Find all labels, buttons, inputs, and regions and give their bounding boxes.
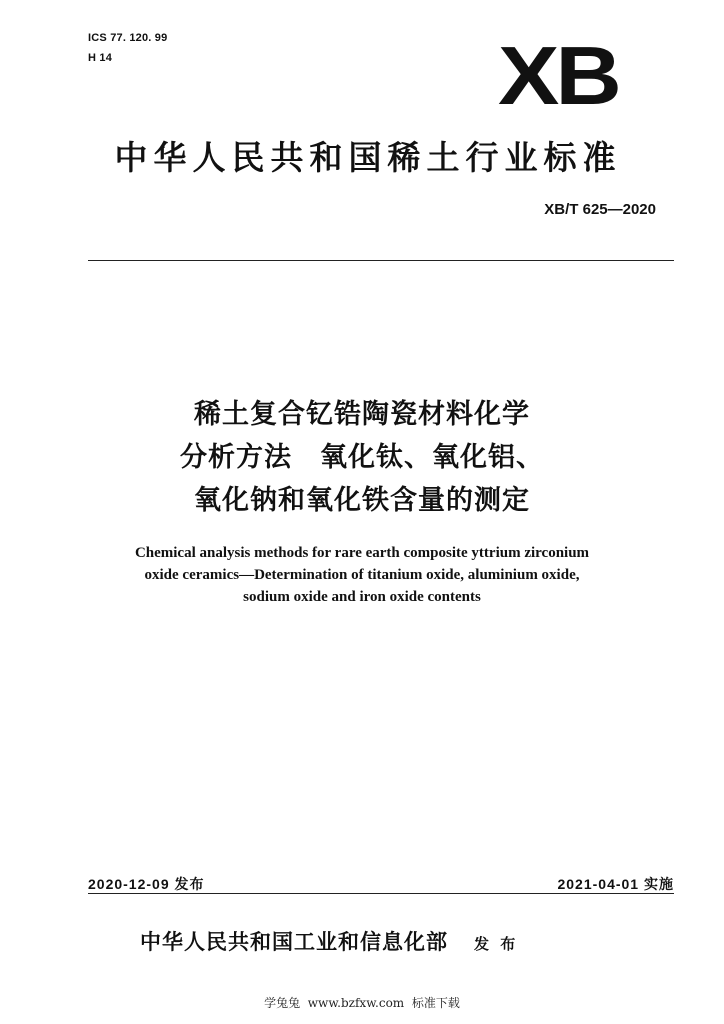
standard-category-title: 中华人民共和国稀土行业标准 [114,138,622,177]
implementation-date: 2021-04-01 实施 [557,876,674,892]
publisher-suffix: 发 布 [474,935,519,953]
english-title-line: oxide ceramics—Determination of titanium oxide, aluminium oxide, [144,567,580,583]
ics-code: ICS 77. 120. 99 [88,32,168,44]
chinese-title-line: 分析方法 氧化钛、氧化铝、 [180,442,544,473]
english-title-line: Chemical analysis methods for rare earth composite yttrium zirconium [134,545,590,561]
chinese-title [60,393,664,522]
standard-number: XB/T 625—2020 [544,201,656,218]
chinese-title-line: 稀土复合钇锆陶瓷材料化学 [194,399,530,430]
top-divider [88,260,674,261]
xb-logo: XB [498,30,618,122]
chinese-title-line: 氧化钠和氧化铁含量的测定 [194,485,530,516]
watermark-footer: 学兔兔 www.bzfxw.com 标准下载 [264,996,460,1010]
english-title-line: sodium oxide and iron oxide contents [243,589,481,605]
ccs-code: H 14 [88,52,113,64]
publisher [140,926,610,956]
publisher-name: 中华人民共和国工业和信息化部 [140,930,448,954]
english-title [60,542,664,608]
bottom-divider [88,893,674,894]
issue-date: 2020-12-09 发布 [88,876,205,892]
